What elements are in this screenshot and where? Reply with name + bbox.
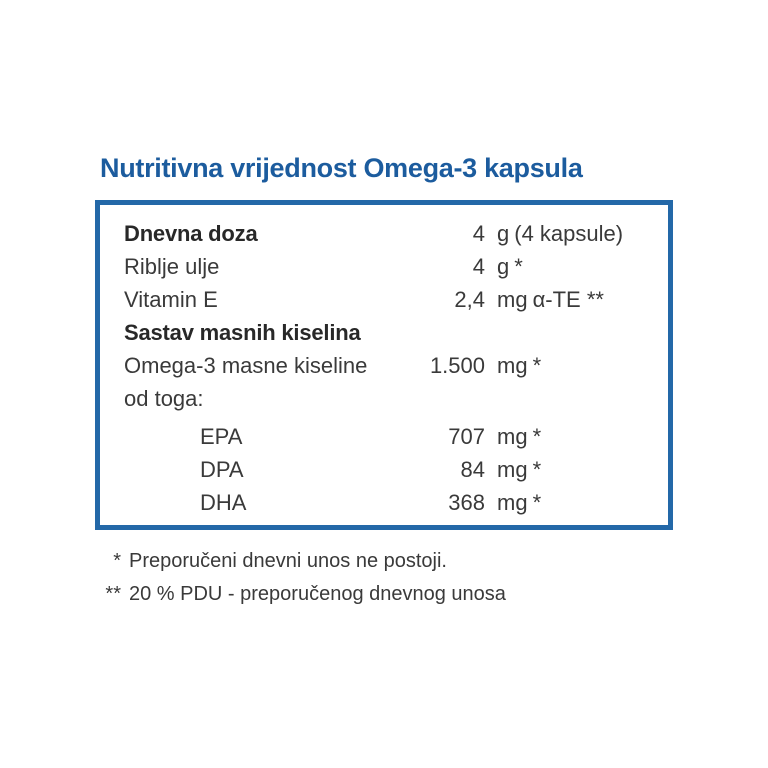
row-note: α-TE ** bbox=[532, 287, 604, 312]
row-note: (4 kapsule) bbox=[514, 221, 624, 246]
row-unit-note bbox=[485, 420, 648, 453]
nutrition-table bbox=[95, 200, 673, 530]
row-note: * bbox=[532, 353, 542, 378]
footnote-single-asterisk bbox=[95, 545, 655, 578]
row-unit: g bbox=[497, 254, 510, 279]
row-value: 707 bbox=[448, 424, 485, 449]
row-label: DPA bbox=[200, 457, 244, 482]
row-label: od toga: bbox=[124, 386, 204, 411]
row-unit-note bbox=[485, 349, 648, 382]
row-note: * bbox=[514, 254, 523, 279]
row-label: DHA bbox=[200, 490, 247, 515]
table-row-od-toga bbox=[124, 382, 648, 415]
row-label: Dnevna doza bbox=[124, 221, 258, 246]
table-row-sastav-header bbox=[124, 316, 648, 349]
row-note: * bbox=[532, 457, 542, 482]
table-row-vitamin-e bbox=[124, 283, 648, 316]
row-unit: mg bbox=[497, 490, 528, 515]
footnote-marker: ** bbox=[105, 583, 121, 605]
row-unit: mg bbox=[497, 424, 528, 449]
footnote-double-asterisk bbox=[95, 578, 655, 611]
row-unit-note bbox=[485, 217, 648, 250]
row-label: Sastav masnih kiselina bbox=[124, 320, 361, 345]
row-label: Omega-3 masne kiseline bbox=[124, 353, 368, 378]
table-row-dnevna-doza bbox=[124, 217, 648, 250]
row-unit: mg bbox=[497, 353, 528, 378]
row-value: 368 bbox=[448, 490, 485, 515]
table-row-epa bbox=[124, 420, 648, 453]
page-title: Nutritivna vrijednost Omega-3 kapsula bbox=[100, 153, 583, 183]
table-row-riblje-ulje bbox=[124, 250, 648, 283]
table-row-dpa bbox=[124, 453, 648, 486]
row-unit-note bbox=[485, 283, 648, 316]
row-unit: g bbox=[497, 221, 510, 246]
row-label: Vitamin E bbox=[124, 287, 218, 312]
table-row-dha bbox=[124, 486, 648, 519]
row-unit-note bbox=[485, 486, 648, 519]
row-value: 2,4 bbox=[454, 287, 485, 312]
row-label: Riblje ulje bbox=[124, 254, 220, 279]
row-note: * bbox=[532, 490, 542, 515]
row-unit: mg bbox=[497, 287, 528, 312]
footnote-text: 20 % PDU - preporučenog dnevnog unosa bbox=[129, 583, 506, 605]
row-value: 4 bbox=[472, 221, 485, 246]
row-unit-note bbox=[485, 250, 648, 283]
table-row-omega3 bbox=[124, 349, 648, 382]
row-value: 1.500 bbox=[429, 353, 485, 378]
row-value: 84 bbox=[460, 457, 485, 482]
row-label: EPA bbox=[200, 424, 243, 449]
row-value: 4 bbox=[472, 254, 485, 279]
footnote-text: Preporučeni dnevni unos ne postoji. bbox=[129, 550, 447, 572]
row-unit: mg bbox=[497, 457, 528, 482]
footnote-marker: * bbox=[113, 550, 121, 572]
row-unit-note bbox=[485, 453, 648, 486]
footnotes bbox=[95, 545, 655, 611]
row-note: * bbox=[532, 424, 542, 449]
